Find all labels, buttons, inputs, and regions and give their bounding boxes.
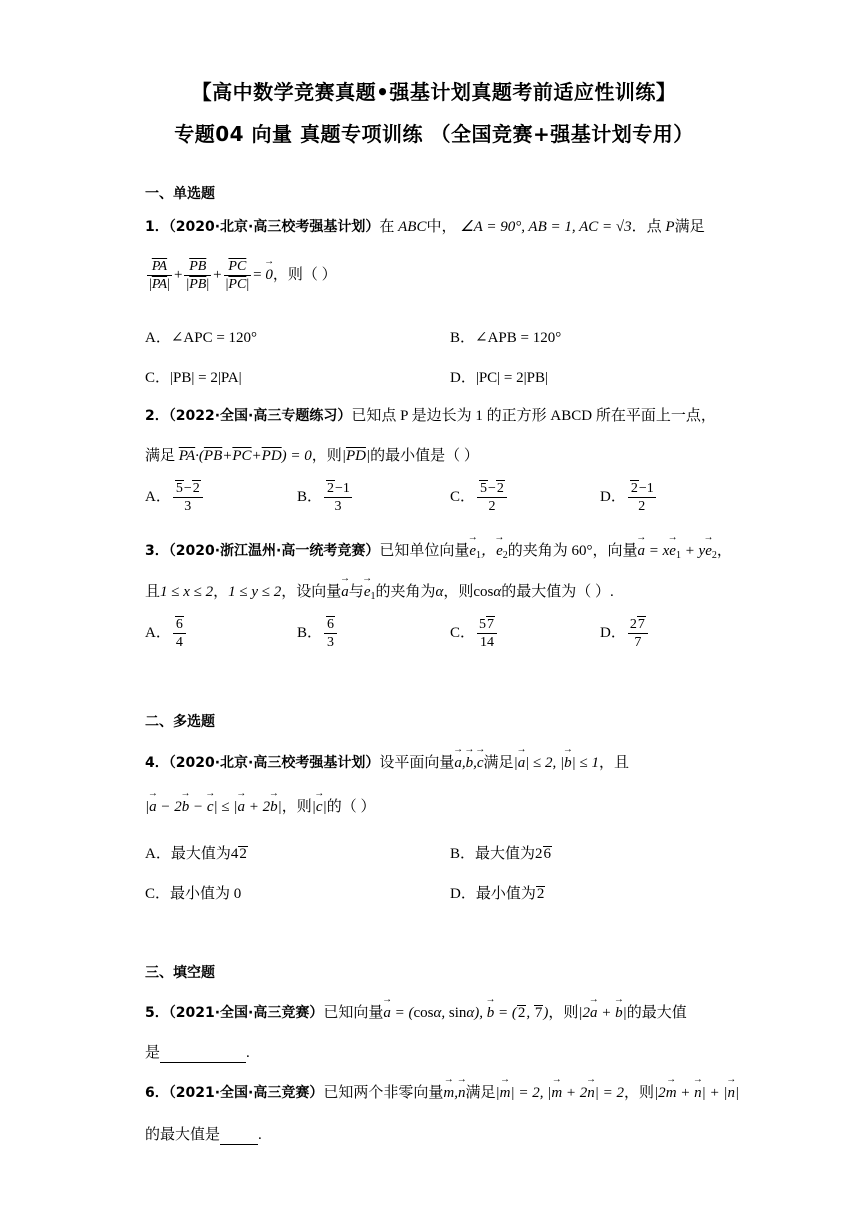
document-subtitle: 专题04 向量 真题专项训练 （全国竞赛+强基计划专用） [174,122,694,146]
question-number: 1． [145,219,169,235]
question-source: （2021·全国·高三竞赛） [168,1085,324,1101]
question-6-line-1: 6．（2021·全国·高三竞赛）已知两个非零向量→ m,→ n满足|→ m| = 2, |→ m + 2→ n| = 2，则|2→ m + → n| + |→ n| [145,1081,739,1102]
option-a: A． $\frac{6}{4}$ [145,616,188,651]
document-title: 【高中数学竞赛真题•强基计划真题考前适应性训练】 [191,80,677,104]
section-single-choice: 一、单选题 [145,186,215,202]
option-d: D． $\frac{27}{7}$ [600,616,650,651]
question-3-line-1: 3．（2020·浙江温州·高一统考竞赛）已知单位向量→ $e_1$，→ $e_2$的夹角为 60°，向量→ $a = x\to e_1 + y\to e_2$， [145,539,732,561]
question-source: （2020·北京·高三校考强基计划） [168,219,380,235]
question-6-line-2: 的最大值是 . [145,1127,262,1143]
answer-blank[interactable] [160,1045,246,1063]
question-source: （2020·浙江温州·高一统考竞赛） [168,543,380,559]
option-a: A．最大值为42 [145,846,247,862]
question-source: （2021·全国·高三竞赛） [168,1005,324,1021]
question-1-line-2: $\frac{\overline{PA}}{|\overline{PA}|}$ + $\frac{\overline{PB}}{|\overline{PB}|}$ + $\frac{\overline{PC}}{|\overline{PC}|}$ = → 0，则（ ） [145,258,337,293]
option-d: D．最小值为2 [450,886,545,902]
option-a: A． $\frac{5-2}{3}$ [145,480,205,515]
question-source: （2022·全国·高三专题练习） [168,408,352,424]
question-5-line-1: 5．（2021·全国·高三竞赛）已知向量→ a = (cosα, sinα), → b = (2, 7)，则|2→ a + → b|的最大值 [145,1001,687,1022]
fraction-pa: $\frac{\overline{PA}}{|\overline{PA}|}$ [149,259,170,292]
section-fill-in: 三、填空题 [145,965,215,981]
fraction-pc: $\frac{\overline{PC}}{|\overline{PC}|}$ [225,259,250,292]
fraction-pb: $\frac{\overline{PB}}{|\overline{PB}|}$ [186,259,210,292]
option-b: B． $\frac{6}{3}$ [297,616,339,651]
question-5-line-2: 是 . [145,1045,250,1061]
question-2-line-2: 满足 $\overline{PA}\cdot(\overline{PB}+\overline{PC}+\overline{PD}) = 0$，则$|\overline{PD}|$的最小值是（ ） [145,448,479,464]
question-2-line-1: 2．（2022·全国·高三专题练习）已知点 P 是边长为 1 的正方形 ABCD 所在平面上一点， [145,408,716,424]
condition: ∠A = 90°, AB = 1, AC = √3 [460,219,632,235]
option-b: B． $\frac{2-1}{3}$ [297,481,350,514]
option-d: D． $\frac{2-1}{2}$ [600,481,654,514]
option-b: B．∠APB = 120° [450,330,562,346]
question-4-line-2: |→ a − 2→ b − → c| ≤ |→ a + 2→ b|，则|→ c|的（ ） [145,795,375,816]
question-4-line-1: 4．（2020·北京·高三校考强基计划）设平面向量→ a,→ b,→ c满足|→ a| ≤ 2, |→ b| ≤ 1，且 [145,751,629,772]
option-b: B．最大值为26 [450,846,552,862]
option-c: C． $\frac{5-2}{2}$ [450,480,509,515]
question-1-line-1: 1．（2020·北京·高三校考强基计划）在 ABC中， ∠A = 90°, AB = 1, AC = √3．点 P满足 [145,219,705,235]
option-d: D．|PC| = 2|PB| [450,370,548,386]
question-3-line-2: 且1 ≤ x ≤ 2，1 ≤ y ≤ 2，设向量→ a与→ $e_1$的夹角为α，则cosα的最大值为（ ）. [145,580,614,602]
option-a: A．∠APC = 120° [145,330,258,346]
section-multiple-choice: 二、多选题 [145,714,215,730]
option-c: C．|PB| = 2|PA| [145,370,242,386]
option-c: C． $\frac{57}{14}$ [450,616,499,651]
question-source: （2020·北京·高三校考强基计划） [168,755,380,771]
option-c: C．最小值为 0 [145,886,242,902]
answer-blank[interactable] [220,1127,258,1145]
